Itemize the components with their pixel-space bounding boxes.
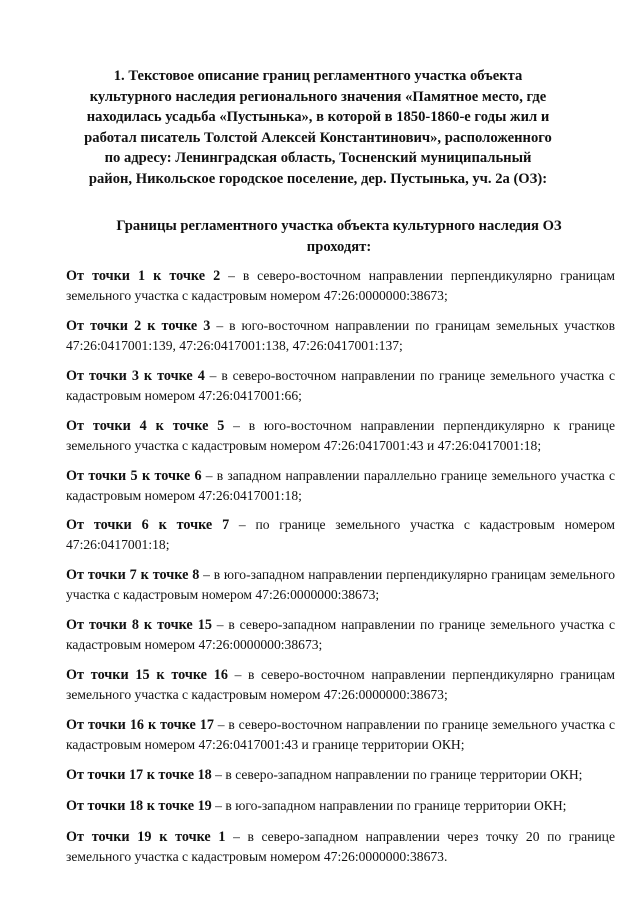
segment-text: – в северо-западном направлении по границе земельного участка с кадастровым номером 47:26:0000000:38673; (66, 617, 616, 653)
segment-lead: От точки 17 к точке 18 (66, 766, 212, 783)
boundary-segment (66, 565, 615, 604)
segment-lead: От точки 6 к точке 7 (66, 517, 230, 534)
section-number: 1. (113, 68, 125, 84)
segment-text: – в западном направлении параллельно границе земельного участка с кадастровым номером 47:26:0417001:18; (66, 467, 615, 503)
segment-text: – в юго-восточном направлении по границам земельных участков 47:26:0417001:139, 47:26:0417001:138, 47:26:0417001:137; (66, 317, 615, 353)
segment-lead: От точки 15 к точке 16 (66, 667, 228, 684)
segment-text: – по границе земельного участка с кадастровым номером 47:26:0417001:18; (66, 517, 615, 553)
boundary-segment (66, 266, 615, 305)
section-heading (84, 66, 552, 189)
segment-lead: От точки 2 к точке 3 (66, 317, 211, 334)
segment-lead: От точки 1 к точке 2 (66, 268, 221, 284)
segment-text: – в северо-восточном направлении перпендикулярно границам земельного участка с кадастровым номером 47:26:0000000:38673; (66, 667, 615, 703)
segment-text: – в северо-западном направлении через точку 20 по границе земельного участка с кадастровым номером 47:26:0000000:38673. (66, 828, 615, 864)
section-heading-text: Текстовое описание границ регламентного участка объекта культурного наследия регионального значения «Памятное место, где находилась усадьба «Пустынька», в которой в 1850-1860-е годы жил и работал писатель Толстой Алексей Константинович», расположенного по адресу: Ленинградская область, Тосненский муниципальный район, Никольское городское поселение, дер. Пустынька, уч. 2а (ОЗ): (84, 68, 552, 187)
boundary-segment (66, 796, 615, 816)
segment-text: – в юго-восточном направлении перпендикулярно к границе земельного участка с кадастровым номером 47:26:0417001:43 и 47:26:0417001:18; (66, 417, 615, 453)
boundary-segment (66, 466, 615, 505)
boundary-segment (66, 515, 615, 554)
boundary-segment (66, 827, 615, 866)
boundaries-subheading: Границы регламентного участка объекта культурного наследия ОЗ проходят: (116, 218, 562, 255)
segment-text: – в юго-западном направлении по границе территории ОКН; (211, 797, 567, 813)
boundary-segment (66, 765, 615, 785)
segment-text: – в северо-восточном направлении по границе земельного участка с кадастровым номером 47:26:0417001:66; (66, 367, 616, 403)
segment-lead: От точки 3 к точке 4 (66, 367, 205, 384)
boundary-segment-list (66, 266, 615, 877)
segment-text: – в юго-западном направлении перпендикулярно границам земельного участка с кадастровым номером 47:26:0000000:38673; (66, 567, 615, 603)
segment-lead: От точки 4 к точке 5 (66, 417, 225, 434)
boundary-segment (66, 715, 615, 754)
segment-lead: От точки 19 к точке 1 (66, 828, 226, 845)
segment-text: – в северо-восточном направлении перпендикулярно границам земельного участка с кадастровым номером 47:26:0000000:38673; (66, 268, 615, 303)
segment-lead: От точки 7 к точке 8 (66, 567, 200, 584)
boundary-segment (66, 416, 615, 455)
segment-text: – в северо-восточном направлении по границе земельного участка с кадастровым номером 47:26:0417001:43 и границе территории ОКН; (66, 717, 615, 753)
boundary-segment (66, 316, 615, 355)
boundary-segment (66, 366, 615, 405)
boundary-segment (66, 615, 615, 654)
segment-lead: От точки 5 к точке 6 (66, 467, 202, 484)
segment-text: – в северо-западном направлении по границе территории ОКН; (211, 766, 583, 782)
segment-lead: От точки 18 к точке 19 (66, 797, 212, 814)
segment-lead: От точки 8 к точке 15 (66, 617, 212, 634)
segment-lead: От точки 16 к точке 17 (66, 717, 214, 734)
boundary-segment (66, 665, 615, 704)
